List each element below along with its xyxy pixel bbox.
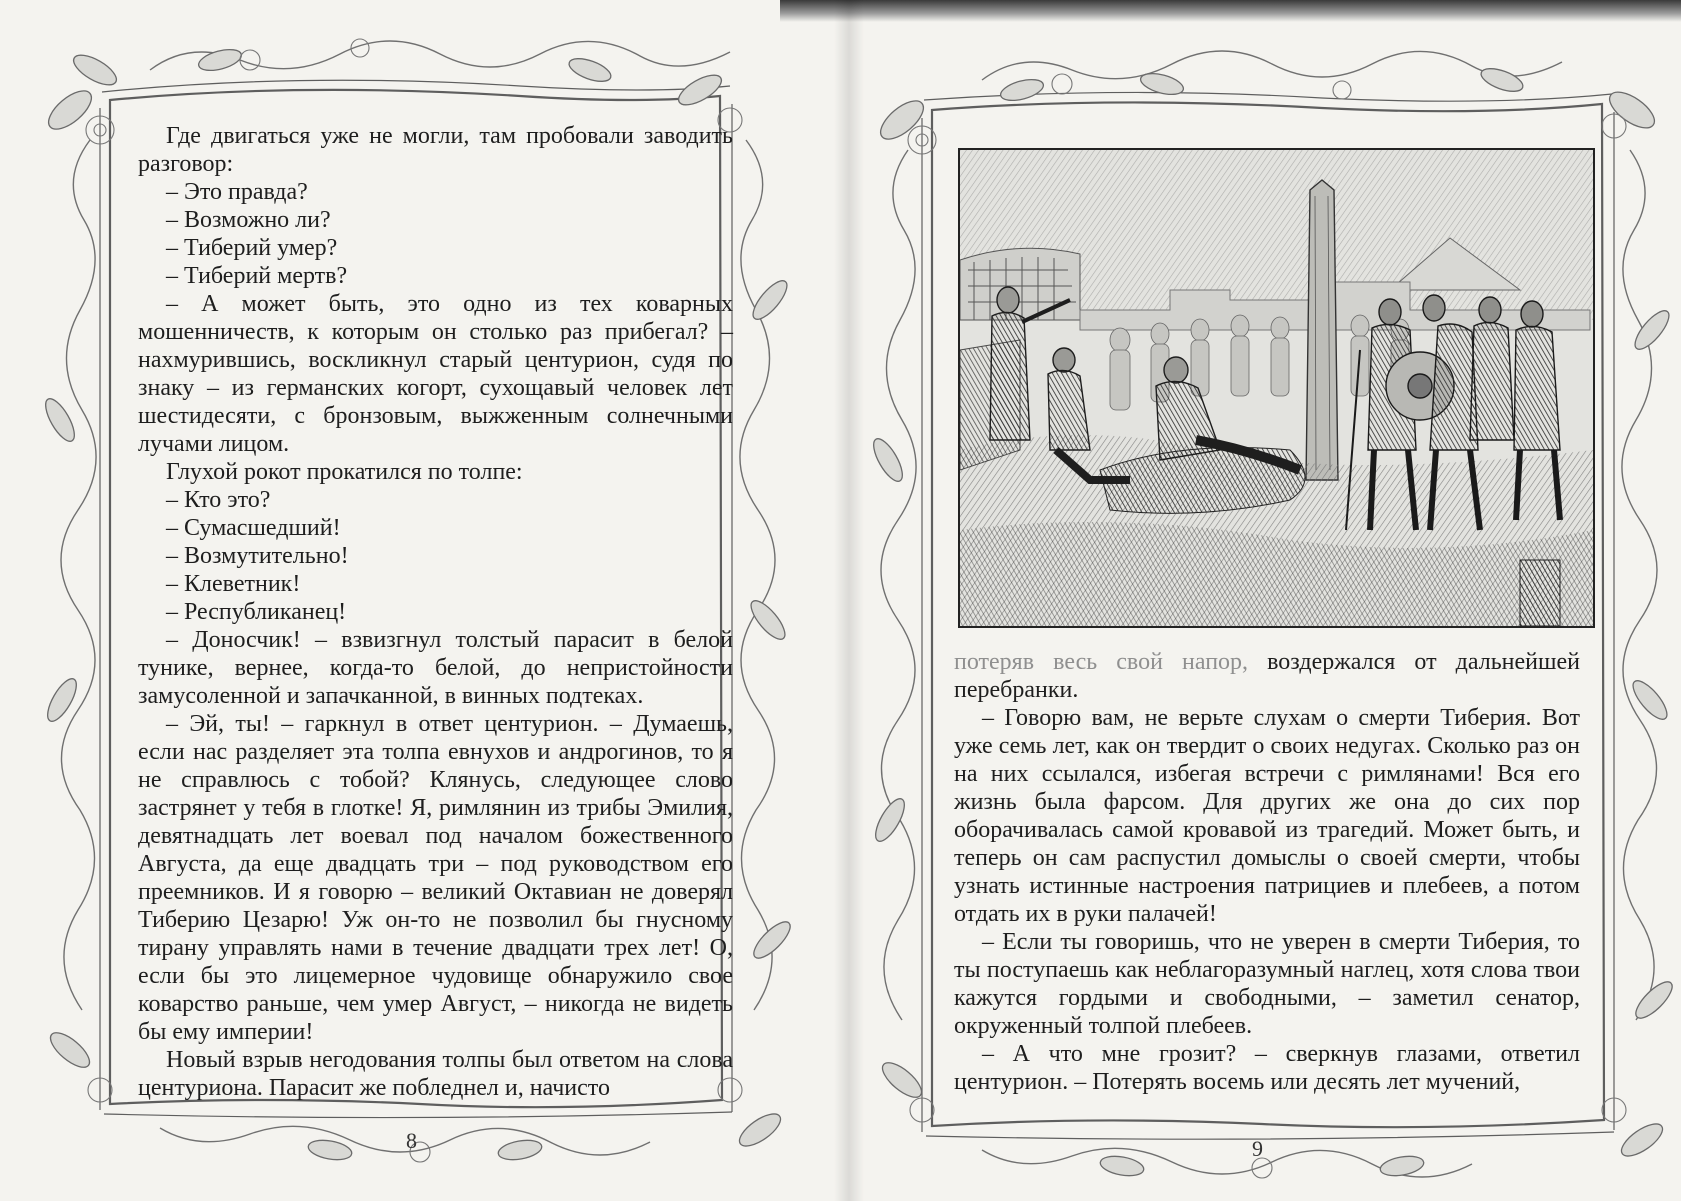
paragraph: – А может быть, это одно из тех коварных мошенничеств, к которым он столько раз прибегал? – нахмурившись, воскликнул старый центурион, судя по знаку – из германских когорт, сухощавый человек лет шестидесяти, с бронзовым, выжженным солнечными лучами лицом. — [138, 291, 733, 457]
paragraph: – Клеветник! — [166, 571, 301, 597]
right-page — [862, 0, 1681, 1201]
roman-forum-scene — [960, 150, 1593, 626]
paragraph: – Если ты говоришь, что не уверен в смерти Тиберия, то ты поступаешь как неблагоразумный наглец, хотя слова твои кажутся гордыми и свободными, – заметил сенатор, окруженный толпой плебеев. — [954, 929, 1580, 1039]
page-number: 8 — [406, 1128, 417, 1153]
paragraph: – Возможно ли? — [166, 207, 331, 233]
paragraph-continuation — [954, 648, 1580, 704]
faded-text: потеряв весь свой напор, — [954, 649, 1249, 675]
paragraph: Где двигаться уже не могли, там пробовали заводить разговор: — [138, 123, 733, 177]
paragraph: – Кто это? — [166, 487, 271, 513]
paragraph: – Тиберий мертв? — [166, 263, 348, 289]
paragraph: – Доносчик! – взвизгнул толстый парасит в белой тунике, вернее, когда-то белой, до непристойности замусоленной и запачканной, в винных подтеках. — [138, 627, 733, 709]
paragraph: – Тиберий умер? — [166, 235, 338, 261]
engraving-illustration — [958, 148, 1595, 628]
page-number: 9 — [1252, 1136, 1263, 1161]
continuation-text: воздержался от дальнейшей перебранки. — [954, 649, 1580, 703]
paragraph: – Эй, ты! – гаркнул в ответ центурион. – Думаешь, если нас разделяет эта толпа евнухов и андрогинов, то я не справлюсь с тобой? Клянусь, следующее слово застрянет у тебя в глотке! Я, римлянин из трибы Эмилия, девятнадцать лет воевал под началом божественного Августа, да еще двадцать три – под руководством его преемников. И я говорю – великий Октавиан не доверял Тиберию Цезарю! Уж он-то не позволил бы гнусному тирану управлять нами в течение двадцати трех лет! О, если бы это лицемерное чудовище обнаружило свое коварство раньше, чем умер Август, – никогда не видеть бы ему империи! — [138, 711, 733, 1045]
right-page-text — [954, 648, 1580, 1096]
left-page — [0, 0, 840, 1201]
paragraph: – Это правда? — [166, 179, 308, 205]
paragraph: – А что мне грозит? – сверкнув глазами, ответил центурион. – Потерять восемь или десять лет мучений, — [954, 1041, 1580, 1095]
paragraph: – Говорю вам, не верьте слухам о смерти Тиберия. Вот уже семь лет, как он твердит о своих недугах. Сколько раз он на них ссылался, избегая встречи с римлянами! Вся его жизнь была фарсом. Для других же она до сих пор оборачивалась самой кровавой из трагедий. Может быть, и теперь он сам распустил домыслы о своей смерти, чтобы узнать истинные настроения патрициев и плебеев, а потом отдать их в руки палачей! — [954, 705, 1580, 927]
paragraph: – Сумасшедший! — [166, 515, 341, 541]
paragraph: – Возмутительно! — [166, 543, 349, 569]
paragraph: – Республиканец! — [166, 599, 347, 625]
paragraph: Глухой рокот прокатился по толпе: — [166, 459, 523, 485]
left-page-text — [138, 122, 733, 1102]
paragraph: Новый взрыв негодования толпы был ответом на слова центуриона. Парасит же побледнел и, начисто — [138, 1047, 733, 1101]
